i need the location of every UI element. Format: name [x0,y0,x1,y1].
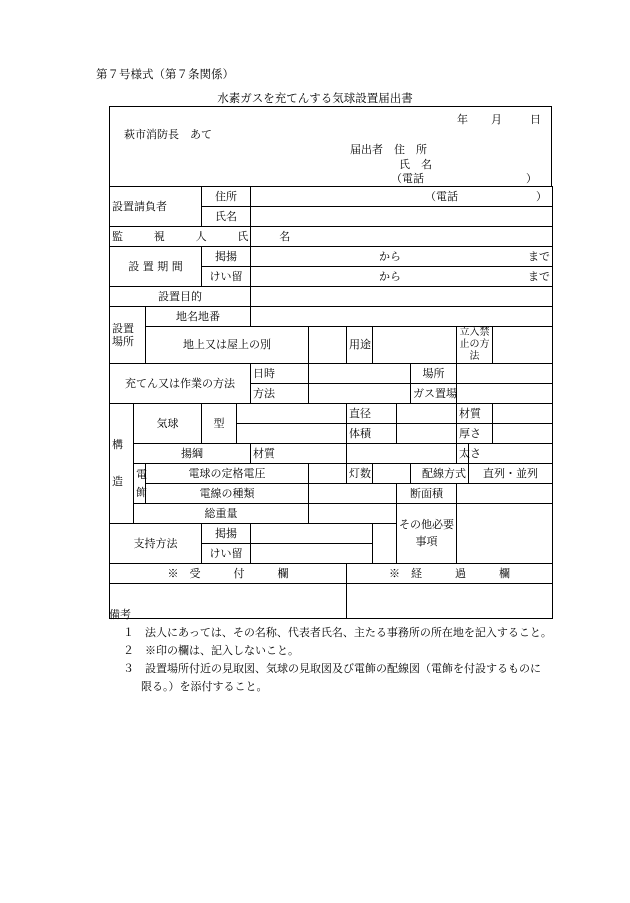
notice-table [109,186,553,619]
no-entry-cell[interactable] [493,327,553,364]
lot-cell[interactable] [251,307,553,327]
contractor-address-cell[interactable] [251,187,553,207]
note-3: ３ 設置場所付近の見取図、気球の見取図及び電飾の配線図（電飾を付設するものに [123,662,541,675]
thickness-label: 厚さ [457,424,493,444]
rope-material-label: 材質 [251,444,347,464]
applicant-phone-open: （電話 [391,172,424,185]
ground-roof-cell[interactable] [309,327,347,364]
supervisor-label: 監 視 人 氏 名 [110,227,251,247]
thickness-cell[interactable] [493,424,553,444]
no-entry-label: 立入禁止の方法 [457,327,493,364]
diameter-cell[interactable] [397,404,457,424]
balloon-label: 気球 [134,404,202,444]
material-cell[interactable] [493,404,553,424]
addressee: 萩市消防長 あて [124,128,212,141]
period-moor-until: まで [528,269,551,283]
progress-label: ※ 経 過 欄 [347,564,553,584]
total-weight-label: 総重量 [134,504,309,524]
contractor-label: 設置請負者 [110,187,202,227]
method-label: 方法 [251,384,309,404]
period-hoist-from: から [379,249,401,263]
rated-voltage-cell[interactable] [309,464,347,484]
form-header [109,106,552,187]
period-moor-label: けい留 [202,267,251,287]
rated-voltage-label: 電球の定格電圧 [146,464,309,484]
gas-storage-cell[interactable] [457,384,553,404]
lamp-count-cell[interactable] [373,464,411,484]
year-label: 年 [457,113,468,126]
place-label: 場所 [411,364,457,384]
notes-heading: 備考 [109,608,131,621]
method-cell[interactable] [309,384,411,404]
wiring-value: 直列・並列 [469,464,553,484]
period-hoist-until: まで [528,249,551,263]
purpose-label: 設置目的 [110,287,251,307]
diameter-label: 直径 [347,404,397,424]
period-label: 設 置 期 間 [110,247,202,287]
cross-section-label: 断面積 [397,484,457,504]
decoration-label: 電飾 [134,464,146,504]
period-hoist-cell[interactable] [251,247,553,267]
applicant-phone-close: ） [526,172,537,185]
volume-cell[interactable] [397,424,457,444]
form-number: 第７号様式（第７条関係） [96,67,234,81]
location-label: 設置場所 [110,307,146,364]
contractor-phone-close: ） [536,189,547,203]
datetime-cell[interactable] [309,364,411,384]
lamp-count-label: 灯数 [347,464,373,484]
day-label: 日 [530,113,541,126]
contractor-phone-open: （電話 [425,189,458,203]
note-1: １ 法人にあっては、その名称、代表者氏名、主たる事務所の所在地を記入すること。 [123,626,552,639]
structure-label: 構造 [110,404,134,524]
other-label: その他必要事項 [397,504,457,564]
datetime-label: 日時 [251,364,309,384]
usage-label: 用途 [347,327,373,364]
rope-thickness-label: 太さ [457,444,469,464]
wiring-label: 配線方式 [411,464,469,484]
note-3-continued: 限る。）を添付すること。 [141,680,268,693]
month-label: 月 [491,113,502,126]
note-2: ２ ※印の欄は、記入しないこと。 [123,644,299,657]
type-label: 型 [202,404,237,444]
period-hoist-label: 掲揚 [202,247,251,267]
ground-roof-label: 地上又は屋上の別 [146,327,309,364]
material-label: 材質 [457,404,493,424]
total-weight-cell[interactable] [309,504,397,524]
place-cell[interactable] [457,364,553,384]
reception-label: ※ 受 付 欄 [110,564,347,584]
support-moor-cell[interactable] [251,544,373,564]
wire-type-cell[interactable] [309,484,397,504]
form-title: 水素ガスを充てんする気球設置届出書 [217,91,413,105]
usage-cell[interactable] [373,327,457,364]
rope-thickness-cell[interactable] [469,444,553,464]
type-cell-2[interactable] [237,424,347,444]
purpose-cell[interactable] [251,287,553,307]
support-method-label: 支持方法 [110,524,202,564]
applicant-name-label: 氏 名 [399,158,432,171]
contractor-name-cell[interactable] [251,207,553,227]
fill-method-label: 充てん又は作業の方法 [110,364,251,404]
applicant-address-label: 届出者 住 所 [350,143,427,156]
gas-storage-label: ガス置場 [411,384,457,404]
contractor-address-label: 住所 [202,187,251,207]
contractor-name-label: 氏名 [202,207,251,227]
rope-material-cell[interactable] [347,444,457,464]
notes [109,606,579,696]
period-moor-from: から [379,269,401,283]
other-cell[interactable] [457,504,553,564]
type-cell-1[interactable] [237,404,347,424]
support-hoist-cell[interactable] [251,524,373,544]
support-moor-label: けい留 [202,544,251,564]
support-hoist-label: 掲揚 [202,524,251,544]
hoist-rope-label: 揚綱 [134,444,251,464]
wire-type-label: 電線の種類 [146,484,309,504]
period-moor-cell[interactable] [251,267,553,287]
volume-label: 体積 [347,424,397,444]
lot-label: 地名地番 [146,307,251,327]
cross-section-cell[interactable] [457,484,553,504]
